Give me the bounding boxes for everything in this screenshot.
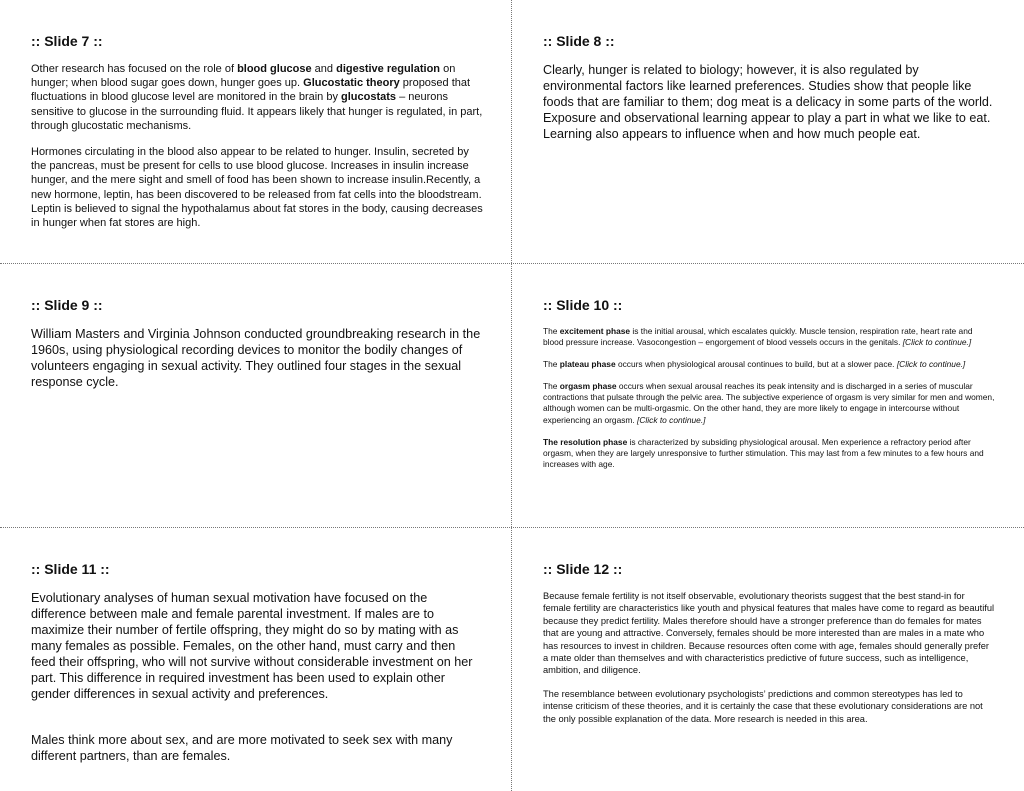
slide-8-paragraph-1: Clearly, hunger is related to biology; however, it is also regulated by environmental factors like learned preferences. Studies show that people like foods that are familiar to them; dog meat is a delicacy in some parts of the world. Exposure and observational learning appear to play a part in what we like to eat. Learning also appears to influence when and how much people eat. — [543, 63, 993, 141]
bold-term: excitement phase — [559, 326, 631, 336]
text-run: Other research has focused on the role of — [31, 63, 238, 75]
bold-term: digestive regulation — [336, 63, 441, 75]
slide-9-panel — [31, 297, 483, 522]
text-run: – neurons sensitive to glucose in the surrounding fluid. It appears likely that hunger is regulated, in part, through glucostatic mechanisms. — [31, 91, 483, 132]
text-run: occurs when physiological arousal continues to build, but at a slower pace. — [615, 359, 897, 370]
bold-term: The resolution phase — [543, 436, 628, 447]
text-run: on hunger; when blood sugar goes down, hunger goes up. — [31, 63, 456, 90]
text-run: The — [543, 381, 560, 392]
slide-9-title: :: Slide 9 :: — [31, 297, 103, 313]
slide-10-resolution — [543, 437, 995, 470]
text-run: is the initial arousal, which escalates quickly. Muscle tension, respiration rate, heart rate and blood pressure increase. Vasocongestion – engorgement of blood vessels occurs in the genitals. — [543, 326, 973, 348]
slide-10-plateau — [543, 359, 995, 370]
slide-7-paragraph-1 — [31, 62, 483, 133]
slide-11-title: :: Slide 11 :: — [31, 561, 110, 577]
text-run: and — [311, 63, 337, 75]
slide-10-panel — [543, 297, 995, 522]
slide-11-paragraph-1: Evolutionary analyses of human sexual motivation have focused on the difference between male and female parental investment. If males are to maximize their number of fertile offspring, they might do so by mating with as many females as possible. Females, on the other hand, must carry and then feed their offspring, who will not survive without considerable investment on her part. This difference in required investment has been used to explain other gender differences in sexual activity and preferences. — [31, 591, 473, 701]
slide-12-title: :: Slide 12 :: — [543, 561, 623, 577]
slide-12-paragraph-1: Because female fertility is not itself observable, evolutionary theorists suggest that the best stand-in for female fertility are characteristics like youth and physical features that males have come to regard as beautiful because they predict fertility. Males therefore should have a stronger preference than do females for mates that are young and attractive. Conversely, females should be more interested than are males in a mate who has resources to invest in children. Because resources often come with age, females should generally prefer a mate older than themselves and with characteristics predictive of future success, such as intelligence, ambition, and diligence. — [543, 591, 995, 676]
slide-10-excitement — [543, 326, 995, 348]
slide-11-paragraph-2: Males think more about sex, and are more motivated to seek sex with many different partners, than are females. — [31, 733, 453, 763]
click-to-continue-link[interactable]: [Click to continue.] — [896, 359, 966, 370]
horizontal-divider-2 — [0, 527, 1024, 528]
slide-12-paragraph-2: The resemblance between evolutionary psychologists’ predictions and common stereotypes has led to intense criticism of these theories, and it is certainly the case that these evolutionary considerations are not the only possible explanation of the data. More research is needed in this area. — [543, 688, 983, 724]
slide-7-panel — [31, 33, 483, 258]
bold-term: plateau phase — [559, 359, 616, 370]
text-run: proposed that fluctuations in blood glucose level are monitored in the brain by — [31, 77, 471, 104]
slide-11-panel — [31, 561, 483, 786]
slide-10-orgasm — [543, 381, 995, 425]
text-run: is characterized by subsiding physiological arousal. Men experience a refractory period after orgasm, when they are largely unresponsive to further stimulation. This may last from a few minutes to a few hours and increases with age. — [543, 436, 984, 469]
vertical-divider — [511, 0, 512, 791]
slide-10-title: :: Slide 10 :: — [543, 297, 623, 313]
horizontal-divider-1 — [0, 263, 1024, 264]
slide-12-panel — [543, 561, 995, 786]
bold-term: orgasm phase — [559, 381, 617, 392]
click-to-continue-link[interactable]: [Click to continue.] — [902, 337, 972, 348]
bold-term: glucostats — [341, 91, 397, 104]
slide-9-paragraph-1: William Masters and Virginia Johnson conducted groundbreaking research in the 1960s, using physiological recording devices to monitor the bodily changes of volunteers engaging in sexual activity. They outlined four stages in the sexual response cycle. — [31, 327, 481, 389]
bold-term: Glucostatic theory — [303, 77, 400, 90]
bold-term: blood glucose — [237, 63, 312, 75]
click-to-continue-link[interactable]: [Click to continue.] — [637, 414, 706, 425]
slide-7-paragraph-2: Hormones circulating in the blood also appear to be related to hunger. Insulin, secreted by the pancreas, must be present for cells to use blood glucose. Increases in insulin increase hunger, and the mere sight and smell of food has been shown to increase insulin.Recently, a new hormone, leptin, has been discovered to be released from fat cells into the bloodstream. Leptin is believed to signal the hypothalamus about fat stores in the body, causing decreases in hunger when fat stores are high. — [31, 146, 483, 230]
slide-8-title: :: Slide 8 :: — [543, 33, 615, 49]
slide-8-panel — [543, 33, 995, 258]
text-run: The — [543, 326, 560, 336]
slide-7-title: :: Slide 7 :: — [31, 33, 103, 49]
text-run: The — [543, 359, 560, 370]
text-run: occurs when sexual arousal reaches its peak intensity and is discharged in a series of muscular contractions that pulsate through the pelvic area. The subjective experience of orgasm is very similar for men and women, although women can be multi-orgasmic. On the other hand, they are more likely to engage in intercourse without experiencing an orgasm. — [543, 381, 995, 425]
